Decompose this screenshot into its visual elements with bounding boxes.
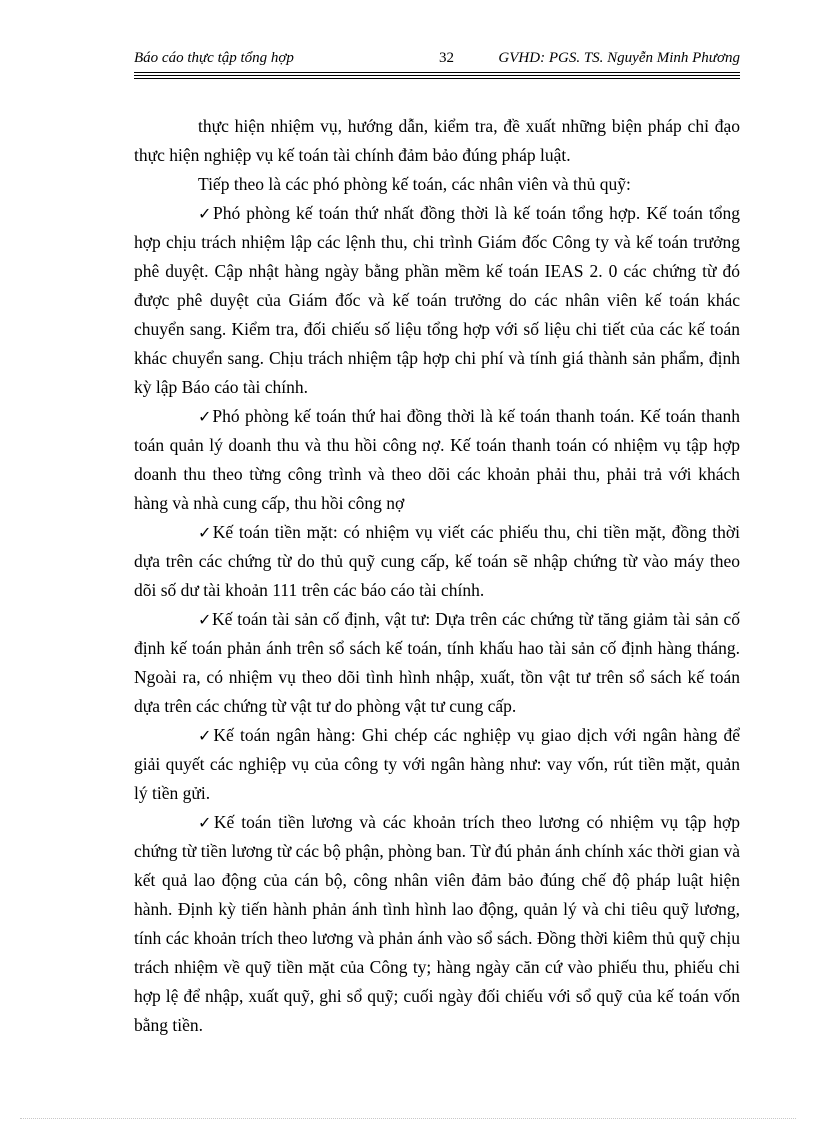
checklist-paragraph — [134, 808, 740, 1040]
check-mark-icon: ✓ — [198, 726, 214, 745]
supervisor-label: GVHD: PGS. TS. Nguyễn Minh Phương — [498, 50, 740, 66]
body-paragraph — [134, 170, 740, 199]
check-mark-icon: ✓ — [198, 523, 213, 542]
paragraph-text: thực hiện nhiệm vụ, hướng dẫn, kiểm tra, đề xuất những biện pháp chỉ đạo thực hiện nghiệp vụ kế toán tài chính đảm bảo đúng pháp luật. — [134, 116, 740, 165]
paragraph-text: Phó phòng kế toán thứ nhất đồng thời là kế toán tổng hợp. Kế toán tổng hợp chịu trách nhiệm lập các lệnh thu, chi trình Giám đốc Công ty và kế toán trưởng phê duyệt. Cập nhật hàng ngày bằng phần mềm kế toán IEAS 2. 0 các chứng từ đó được phê duyệt của Giám đốc và kế toán trưởng do các nhân viên kế toán khác chuyển sang. Kiểm tra, đối chiếu số liệu tổng hợp với số liệu chi tiết của các kế toán khác chuyển sang. Chịu trách nhiệm tập hợp chi phí và tính giá thành sản phẩm, định kỳ lập Báo cáo tài chính. — [134, 203, 740, 397]
header-rule-middle — [134, 75, 740, 76]
paragraph-text: Kế toán tài sản cố định, vật tư: Dựa trên các chứng từ tăng giảm tài sản cố định kế toán phản ánh trên sổ sách kế toán, tính khấu hao tài sản cố định hàng tháng. Ngoài ra, có nhiệm vụ theo dõi tình hình nhập, xuất, tồn vật tư trên sổ sách kế toán dựa trên các chứng từ vật tư do phòng vật tư cung cấp. — [134, 609, 740, 716]
header-rule-top — [134, 72, 740, 73]
check-mark-icon: ✓ — [198, 610, 212, 629]
footer-rule — [20, 1118, 796, 1119]
page-number: 32 — [439, 50, 454, 66]
header-rule-bottom — [134, 78, 740, 79]
checklist-paragraph — [134, 518, 740, 605]
paragraph-text: Tiếp theo là các phó phòng kế toán, các nhân viên và thủ quỹ: — [198, 174, 631, 194]
check-mark-icon: ✓ — [198, 813, 214, 832]
checklist-paragraph — [134, 402, 740, 518]
paragraph-text: Phó phòng kế toán thứ hai đồng thời là kế toán thanh toán. Kế toán thanh toán quản lý doanh thu và thu hồi công nợ. Kế toán thanh toán có nhiệm vụ tập hợp doanh thu theo từng công trình và theo dõi các khoản phải thu, phải trả với khách hàng và nhà cung cấp, thu hồi công nợ — [134, 406, 740, 513]
checklist-paragraph — [134, 199, 740, 402]
page-header — [134, 48, 740, 72]
paragraph-text: Kế toán ngân hàng: Ghi chép các nghiệp vụ giao dịch với ngân hàng để giải quyết các nghiệp vụ của công ty với ngân hàng như: vay vốn, rút tiền mặt, quản lý tiền gửi. — [134, 725, 741, 803]
check-mark-icon: ✓ — [198, 204, 214, 223]
checklist-paragraph — [134, 605, 740, 721]
paragraph-text: Kế toán tiền mặt: có nhiệm vụ viết các phiếu thu, chi tiền mặt, đồng thời dựa trên các chứng từ do thủ quỹ cung cấp, kế toán sẽ nhập chứng từ vào máy theo dõi số dư tài khoản 111 trên các báo cáo tài chính. — [134, 522, 741, 600]
paragraph-text: Kế toán tiền lương và các khoản trích theo lương có nhiệm vụ tập hợp chứng từ tiền lương từ các bộ phận, phòng ban. Từ đú phản ánh chính xác thời gian và kết quả lao động của cán bộ, công nhân viên đảm bảo đúng chế độ pháp luật hiện hành. Định kỳ tiến hành phản ánh tình hình lao động, quản lý và chi tiêu quỹ lương, tính các khoản trích theo lương và phản ánh vào sổ sách. Đồng thời kiêm thủ quỹ chịu trách nhiệm về quỹ tiền mặt của Công ty; hàng ngày căn cứ vào phiếu thu, phiếu chi hợp lệ để nhập, xuất quỹ, ghi sổ quỹ; cuối ngày đối chiếu với sổ quỹ của kế toán vốn bằng tiền. — [134, 812, 741, 1035]
check-mark-icon: ✓ — [198, 407, 213, 426]
report-title: Báo cáo thực tập tổng hợp — [134, 50, 294, 66]
body-paragraph — [134, 112, 740, 170]
checklist-paragraph — [134, 721, 740, 808]
body-content — [134, 112, 740, 1040]
